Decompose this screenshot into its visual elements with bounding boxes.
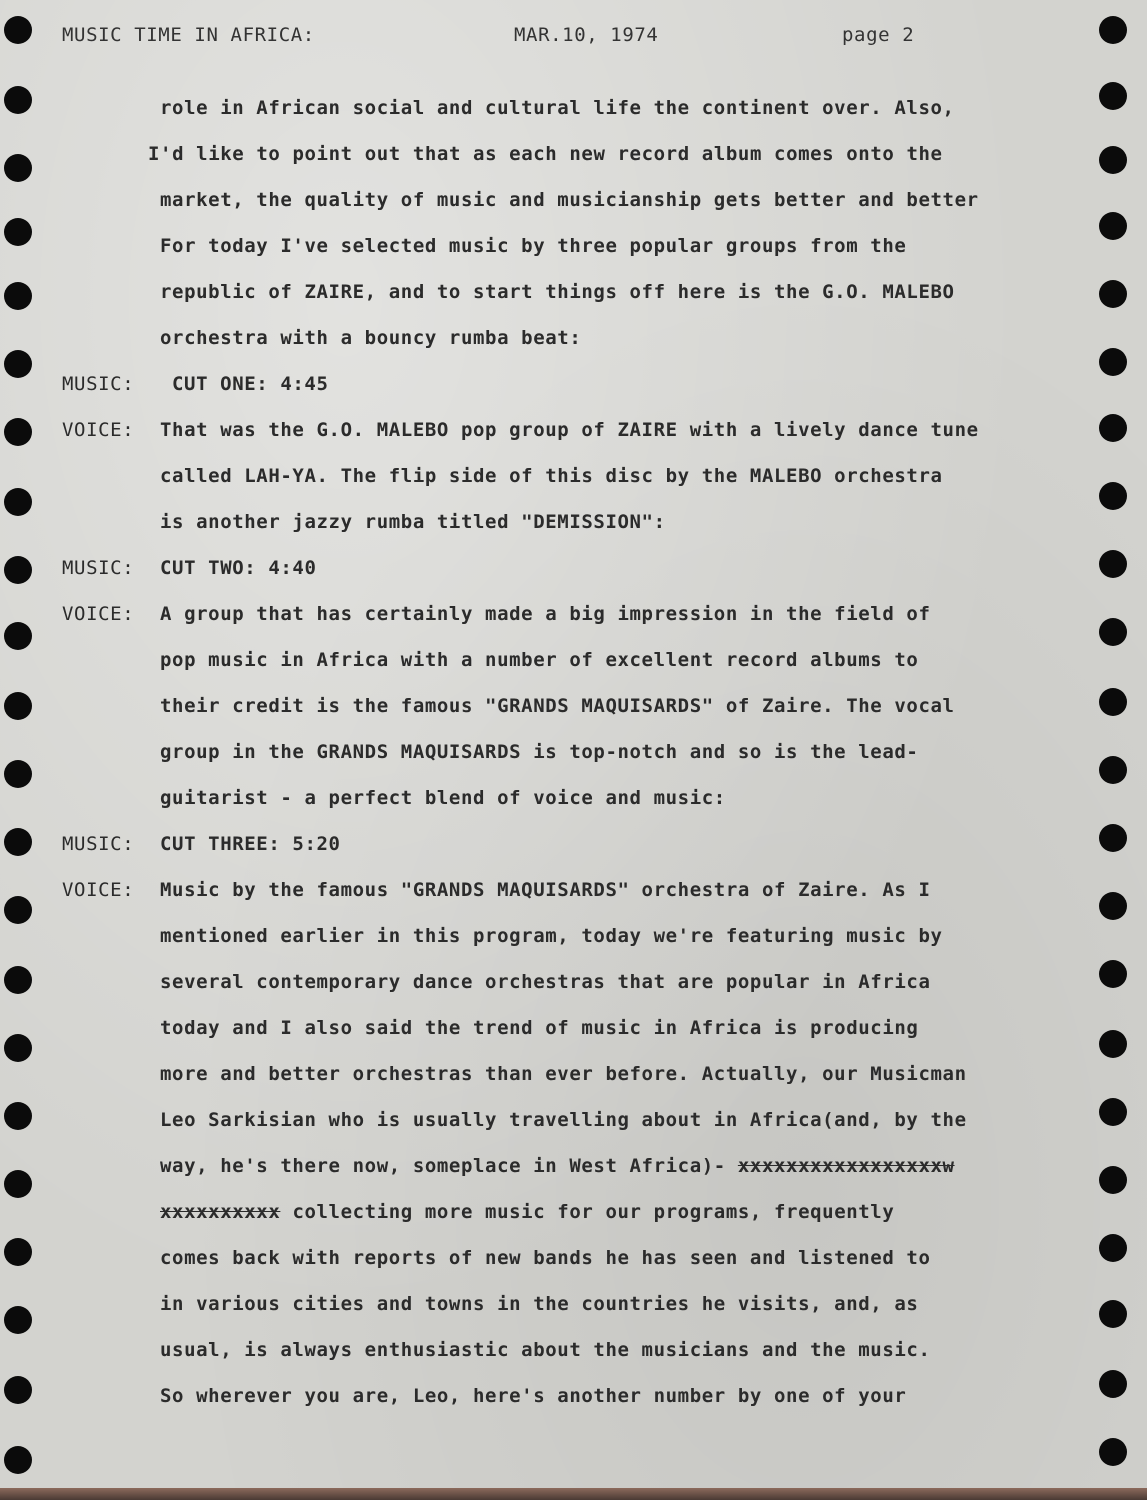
voice-cue-label: VOICE: [62,419,135,441]
body-line: called LAH-YA. The flip side of this disc by the MALEBO orchestra [160,465,943,487]
body-line: For today I've selected music by three popular groups from the [160,235,907,257]
body-line: Music by the famous "GRANDS MAQUISARDS" orchestra of Zaire. As I [160,879,931,901]
music-cue: CUT TWO: 4:40 [160,557,317,579]
body-line: several contemporary dance orchestras that are popular in Africa [160,971,931,993]
music-cue-label: MUSIC: [62,373,135,395]
page-number: page 2 [842,24,915,46]
body-line: pop music in Africa with a number of excellent record albums to [160,649,919,671]
body-line: more and better orchestras than ever before. Actually, our Musicman [160,1063,967,1085]
body-line: their credit is the famous "GRANDS MAQUISARDS" of Zaire. The vocal [160,695,955,717]
body-line: I'd like to point out that as each new record album comes onto the [148,143,943,165]
struck-out-text: xxxxxxxxxxxxxxxxxw [737,1155,955,1177]
body-line: market, the quality of music and musicianship gets better and better [160,189,979,211]
body-line: republic of ZAIRE, and to start things off here is the G.O. MALEBO [160,281,955,303]
body-line-with-strikeout [160,1154,1086,1180]
script-date: MAR.10, 1974 [514,24,659,46]
body-line: usual, is always enthusiastic about the musicians and the music. [160,1339,931,1361]
body-line: mentioned earlier in this program, today we're featuring music by [160,925,943,947]
body-line: orchestra with a bouncy rumba beat: [160,327,582,349]
body-line: is another jazzy rumba titled "DEMISSION": [160,511,666,533]
body-line: A group that has certainly made a big impression in the field of [160,603,931,625]
struck-out-text: xxxxxxxxxx [160,1201,281,1223]
music-cue: CUT ONE: 4:45 [172,373,329,395]
body-line-with-strikeout [160,1200,894,1226]
program-title: MUSIC TIME IN AFRICA: [62,24,315,46]
body-line: That was the G.O. MALEBO pop group of ZAIRE with a lively dance tune [160,419,979,441]
body-line: So wherever you are, Leo, here's another number by one of your [160,1385,907,1407]
body-line-text: way, he's there now, someplace in West Africa)- [160,1155,738,1177]
music-cue-label: MUSIC: [62,557,135,579]
music-cue: CUT THREE: 5:20 [160,833,341,855]
body-line: group in the GRANDS MAQUISARDS is top-notch and so is the lead- [160,741,919,763]
body-line: in various cities and towns in the countries he visits, and, as [160,1293,919,1315]
music-cue-label: MUSIC: [62,833,135,855]
body-line-text: collecting more music for our programs, frequently [292,1201,895,1223]
body-line: comes back with reports of new bands he has seen and listened to [160,1247,931,1269]
body-line: today and I also said the trend of music in Africa is producing [160,1017,919,1039]
voice-cue-label: VOICE: [62,603,135,625]
body-line: role in African social and cultural life the continent over. Also, [160,97,955,119]
voice-cue-label: VOICE: [62,879,135,901]
body-line: Leo Sarkisian who is usually travelling about in Africa(and, by the [160,1109,967,1131]
body-line: guitarist - a perfect blend of voice and music: [160,787,726,809]
